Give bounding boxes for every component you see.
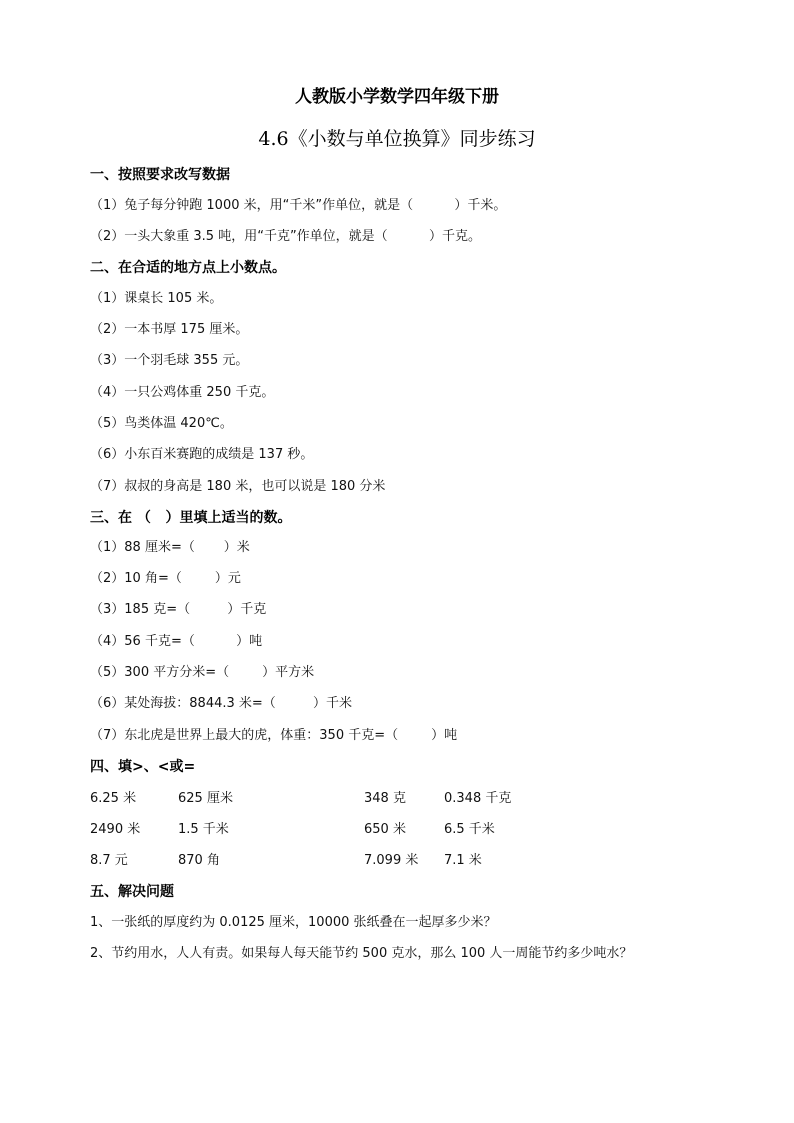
question-3-6: （6）某处海拔：8844.3 米=（ ）千米 [90,696,352,711]
compare-row3-left-a: 8.7 元 [90,853,128,868]
problem-5-2: 2、节约用水，人人有责。如果每人每天能节约 500 克水，那么 100 人一周能节约多少吨水？ [90,946,633,961]
problem-5-1: 1、一张纸的厚度约为 0.0125 厘米，10000 张纸叠在一起厚多少米？ [90,915,497,930]
question-1-2: （2）一头大象重 3.5 吨，用“千克”作单位，就是（ ）千克。 [90,229,482,244]
question-1-1: （1）兔子每分钟跑 1000 米，用“千米”作单位，就是（ ）千米。 [90,198,507,213]
section-heading-5: 五、解决问题 [90,884,174,900]
question-2-2: （2）一本书厚 175 厘米。 [90,322,249,337]
compare-row3-right-b: 7.1 米 [444,853,482,868]
compare-row2-left-a: 2490 米 [90,822,141,837]
compare-row1-right-a: 348 克 [364,791,406,806]
section-heading-1: 一、按照要求改写数据 [90,167,230,183]
compare-row1-left-a: 6.25 米 [90,791,137,806]
document-title: 人教版小学数学四年级下册 [295,87,499,107]
compare-row1-right-b: 0.348 千克 [444,791,512,806]
question-2-7: （7）叔叔的身高是 180 米，也可以说是 180 分米 [90,479,386,494]
question-2-4: （4）一只公鸡体重 250 千克。 [90,385,275,400]
question-2-1: （1）课桌长 105 米。 [90,291,223,306]
compare-row1-left-b: 625 厘米 [178,791,233,806]
compare-row2-left-b: 1.5 千米 [178,822,229,837]
question-3-4: （4）56 千克=（ ）吨 [90,634,263,649]
document-subtitle: 4.6《小数与单位换算》同步练习 [258,128,536,150]
section-heading-3: 三、在 （ ）里填上适当的数。 [90,510,292,526]
question-2-6: （6）小东百米赛跑的成绩是 137 秒。 [90,447,314,462]
section-heading-2: 二、在合适的地方点上小数点。 [90,260,286,276]
question-3-3: （3）185 克=（ ）千克 [90,602,267,617]
question-2-3: （3）一个羽毛球 355 元。 [90,353,249,368]
question-3-5: （5）300 平方分米=（ ）平方米 [90,665,315,680]
compare-row2-right-a: 650 米 [364,822,406,837]
question-3-7: （7）东北虎是世界上最大的虎，体重：350 千克=（ ）吨 [90,728,458,743]
compare-row3-right-a: 7.099 米 [364,853,419,868]
question-2-5: （5）鸟类体温 420℃。 [90,416,233,431]
compare-row3-left-b: 870 角 [178,853,220,868]
compare-row2-right-b: 6.5 千米 [444,822,495,837]
question-3-1: （1）88 厘米=（ ）米 [90,540,250,555]
question-3-2: （2）10 角=（ ）元 [90,571,241,586]
section-heading-4: 四、填>、<或= [90,759,196,775]
